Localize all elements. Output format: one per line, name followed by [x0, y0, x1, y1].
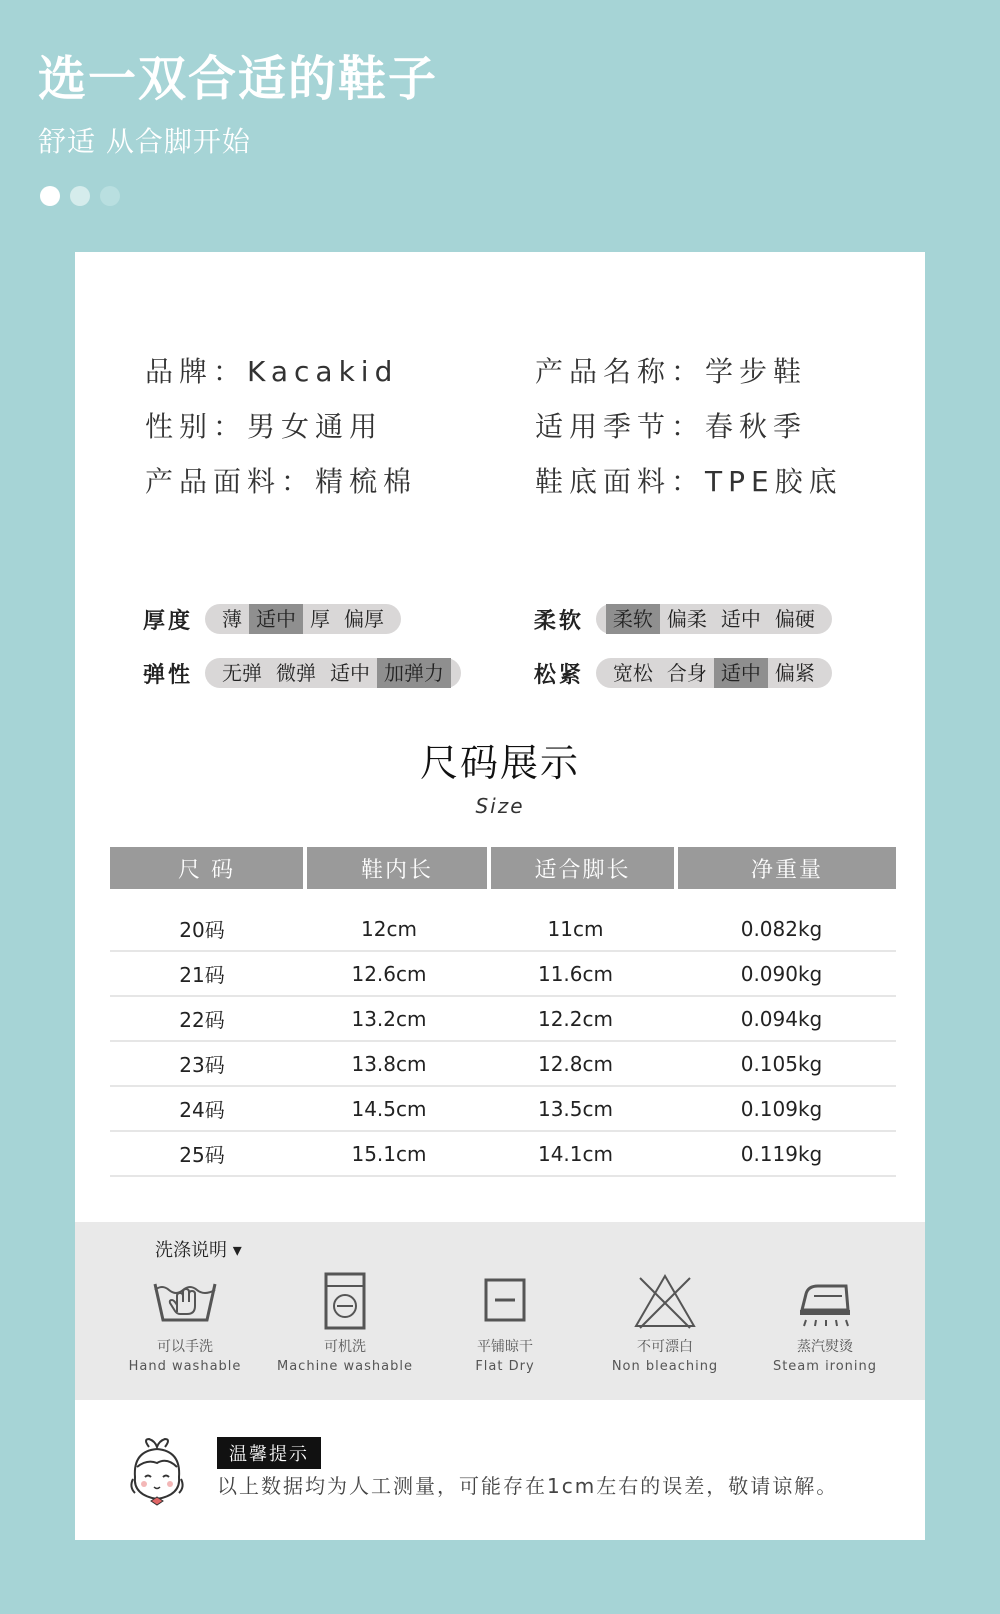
attr-label: 厚度	[143, 608, 194, 634]
cell-inner-length: 13.2cm	[351, 1006, 427, 1031]
cell-foot-length: 12.2cm	[537, 1006, 613, 1031]
cell-size: 24码	[179, 1098, 225, 1122]
wash-label-cn: 平铺晾干	[477, 1339, 533, 1355]
cell-foot-length: 12.8cm	[537, 1051, 613, 1076]
carousel-dot[interactable]	[100, 186, 120, 206]
wash-label-cn: 可机洗	[324, 1339, 366, 1355]
attr-row	[143, 646, 863, 700]
table-header	[110, 847, 896, 889]
girl-face-icon	[127, 1437, 187, 1509]
wash-label-cn: 可以手洗	[157, 1339, 213, 1355]
table-body	[110, 907, 896, 1177]
info-sole: 鞋底面料：TPE胶底	[535, 464, 843, 498]
attr-option: 宽松	[612, 661, 653, 685]
wash-instructions	[75, 1222, 925, 1400]
cell-weight: 0.082kg	[740, 916, 823, 941]
cell-inner-length: 13.8cm	[351, 1051, 427, 1076]
steam-iron-icon	[790, 1272, 860, 1330]
cell-size: 23码	[179, 1053, 225, 1077]
cell-size: 21码	[179, 963, 225, 987]
cell-foot-length: 11cm	[547, 916, 604, 941]
attr-option: 偏硬	[774, 607, 815, 631]
product-card	[75, 252, 925, 1540]
attr-option: 厚	[310, 607, 330, 631]
info-brand: 品牌：Kacakid	[145, 354, 399, 388]
attr-scale	[205, 658, 461, 688]
cell-weight: 0.094kg	[740, 1006, 823, 1031]
attr-option: 适中	[330, 661, 370, 685]
attr-row	[143, 592, 863, 646]
hand-wash-icon	[150, 1272, 220, 1330]
wash-label-en: Flat Dry	[475, 1359, 535, 1374]
attr-option: 微弹	[276, 661, 316, 685]
info-fabric: 产品面料：精梳棉	[145, 464, 418, 498]
attr-option: 适中	[720, 607, 761, 631]
wash-title: 洗涤说明 ▾	[155, 1240, 242, 1261]
attr-scale	[596, 658, 832, 688]
attr-fit	[534, 658, 863, 689]
cell-inner-length: 12.6cm	[351, 961, 427, 986]
wash-item	[745, 1272, 905, 1374]
attr-option: 合身	[666, 661, 707, 685]
cell-inner-length: 12cm	[361, 916, 417, 941]
wash-item	[425, 1272, 585, 1374]
attr-scale	[596, 604, 832, 634]
tip-badge: 温馨提示	[217, 1437, 321, 1469]
page-subtitle: 舒适 从合脚开始	[38, 125, 251, 158]
column-header: 净重量	[678, 847, 896, 889]
size-table	[110, 847, 896, 1177]
carousel-dot-active[interactable]	[40, 186, 60, 206]
size-section-title: 尺码展示	[419, 741, 580, 785]
wash-item	[265, 1272, 425, 1374]
column-header: 适合脚长	[491, 847, 674, 889]
info-row	[145, 397, 865, 452]
carousel-dots	[40, 186, 120, 206]
column-header: 尺 码	[110, 847, 303, 889]
wash-label-en: Machine washable	[277, 1359, 413, 1374]
flat-dry-icon	[470, 1272, 540, 1330]
attr-thickness	[143, 604, 534, 635]
cell-weight: 0.109kg	[740, 1096, 823, 1121]
attr-softness	[534, 604, 863, 635]
cell-size: 20码	[179, 918, 225, 942]
attr-scale	[205, 604, 401, 634]
attr-option: 偏柔	[666, 607, 707, 631]
info-row	[145, 452, 865, 507]
attr-option-selected: 适中	[714, 658, 768, 688]
wash-label-en: Non bleaching	[611, 1359, 719, 1374]
info-gender: 性别：男女通用	[145, 409, 384, 443]
page-title: 选一双合适的鞋子	[38, 51, 439, 107]
info-product-name: 产品名称：学步鞋	[535, 354, 808, 388]
wash-label-en: Hand washable	[128, 1359, 242, 1374]
attr-option-selected: 加弹力	[377, 658, 451, 688]
attribute-scales	[143, 592, 863, 700]
table-row	[110, 907, 896, 952]
attr-label: 弹性	[143, 662, 194, 688]
machine-wash-icon	[310, 1272, 380, 1330]
cell-weight: 0.090kg	[740, 961, 823, 986]
wash-icon-list	[105, 1272, 905, 1374]
carousel-dot[interactable]	[70, 186, 90, 206]
attr-option-selected: 适中	[249, 604, 303, 634]
wash-label-en: Steam ironing	[772, 1359, 878, 1374]
table-row	[110, 1042, 896, 1087]
cell-inner-length: 15.1cm	[351, 1141, 427, 1166]
wash-item	[585, 1272, 745, 1374]
attr-option: 偏紧	[774, 661, 815, 685]
info-season: 适用季节：春秋季	[535, 409, 808, 443]
table-row	[110, 952, 896, 997]
cell-weight: 0.105kg	[740, 1051, 823, 1076]
wash-item	[105, 1272, 265, 1374]
attr-option: 无弹	[222, 661, 262, 685]
column-header: 鞋内长	[307, 847, 487, 889]
cell-foot-length: 11.6cm	[537, 961, 613, 986]
cell-weight: 0.119kg	[740, 1141, 823, 1166]
cell-size: 22码	[179, 1008, 225, 1032]
product-info	[145, 342, 865, 507]
attr-option-selected: 柔软	[606, 604, 660, 634]
cell-size: 25码	[179, 1143, 225, 1167]
cell-inner-length: 14.5cm	[351, 1096, 427, 1121]
wash-label-cn: 不可漂白	[637, 1339, 693, 1355]
tip-text: 以上数据均为人工测量，可能存在1cm左右的误差，敬请谅解。	[217, 1474, 839, 1498]
table-row	[110, 997, 896, 1042]
no-bleach-icon	[630, 1272, 700, 1330]
wash-label-cn: 蒸汽熨烫	[797, 1339, 853, 1355]
size-section-subtitle: Size	[475, 794, 525, 818]
info-row	[145, 342, 865, 397]
table-row	[110, 1087, 896, 1132]
cell-foot-length: 14.1cm	[537, 1141, 613, 1166]
cell-foot-length: 13.5cm	[537, 1096, 613, 1121]
attr-label: 松紧	[533, 662, 584, 688]
table-row	[110, 1132, 896, 1177]
attr-option: 偏厚	[344, 607, 384, 631]
attr-label: 柔软	[533, 608, 584, 634]
attr-elasticity	[143, 658, 534, 689]
attr-option: 薄	[222, 607, 242, 631]
